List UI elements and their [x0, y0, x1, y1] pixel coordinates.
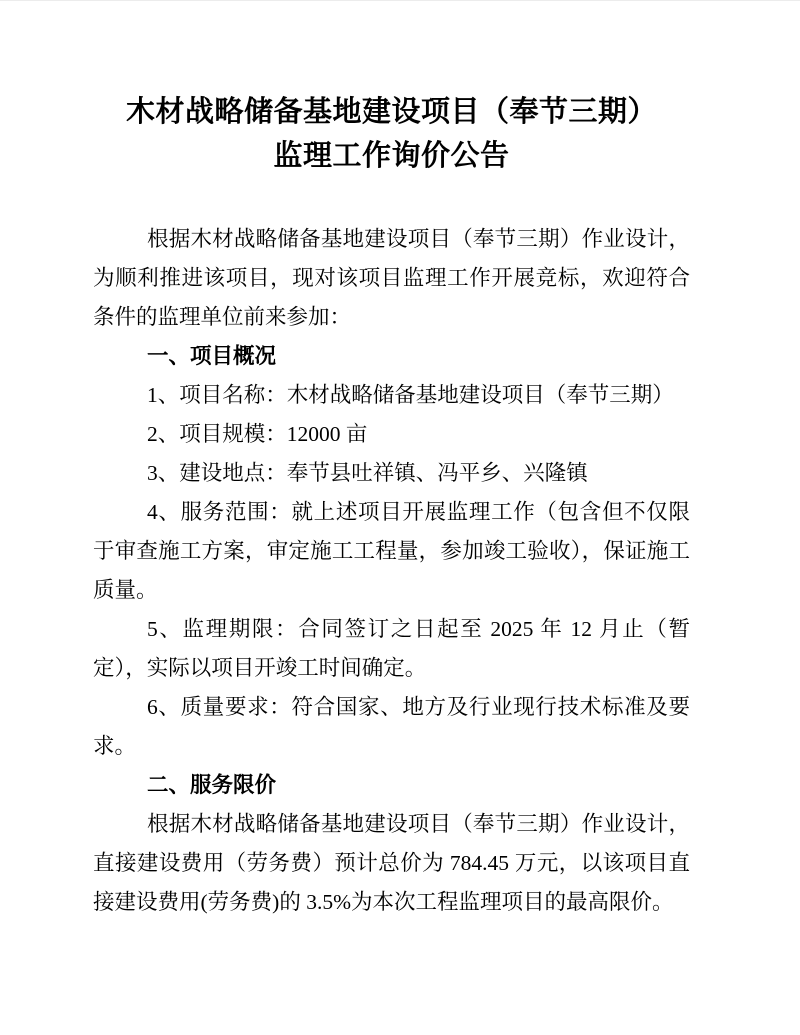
document-body [93, 220, 690, 922]
paragraph: 2、项目规模：12000 亩 [147, 422, 368, 446]
paragraph: 3、建设地点：奉节县吐祥镇、冯平乡、兴隆镇 [147, 461, 588, 485]
document-title-line-1: 木材战略储备基地建设项目（奉节三期） [125, 96, 657, 128]
document-title-line-2: 监理工作询价公告 [273, 140, 510, 172]
document-content [93, 1, 690, 922]
paragraph: 1、项目名称：木材战略储备基地建设项目（奉节三期） [147, 383, 674, 407]
section-heading: 一、项目概况 [147, 344, 277, 368]
paragraph: 5、监理期限：合同签订之日起至 2025 年 12 月止（暂定），实际以项目开竣工时间确定。 [93, 617, 690, 680]
paragraph: 根据木材战略储备基地建设项目（奉节三期）作业设计，为顺利推进该项目，现对该项目监理工作开展竞标，欢迎符合条件的监理单位前来参加： [93, 227, 690, 329]
paragraph: 根据木材战略储备基地建设项目（奉节三期）作业设计，直接建设费用（劳务费）预计总价为 784.45 万元，以该项目直接建设费用(劳务费)的 3.5%为本次工程监理项目的最高限价。 [93, 812, 690, 914]
section-heading: 二、服务限价 [147, 773, 277, 797]
paragraph: 6、质量要求：符合国家、地方及行业现行技术标准及要求。 [93, 695, 690, 758]
document-title [93, 90, 690, 178]
paragraph: 4、服务范围：就上述项目开展监理工作（包含但不仅限于审查施工方案，审定施工工程量，参加竣工验收），保证施工质量。 [93, 500, 690, 602]
